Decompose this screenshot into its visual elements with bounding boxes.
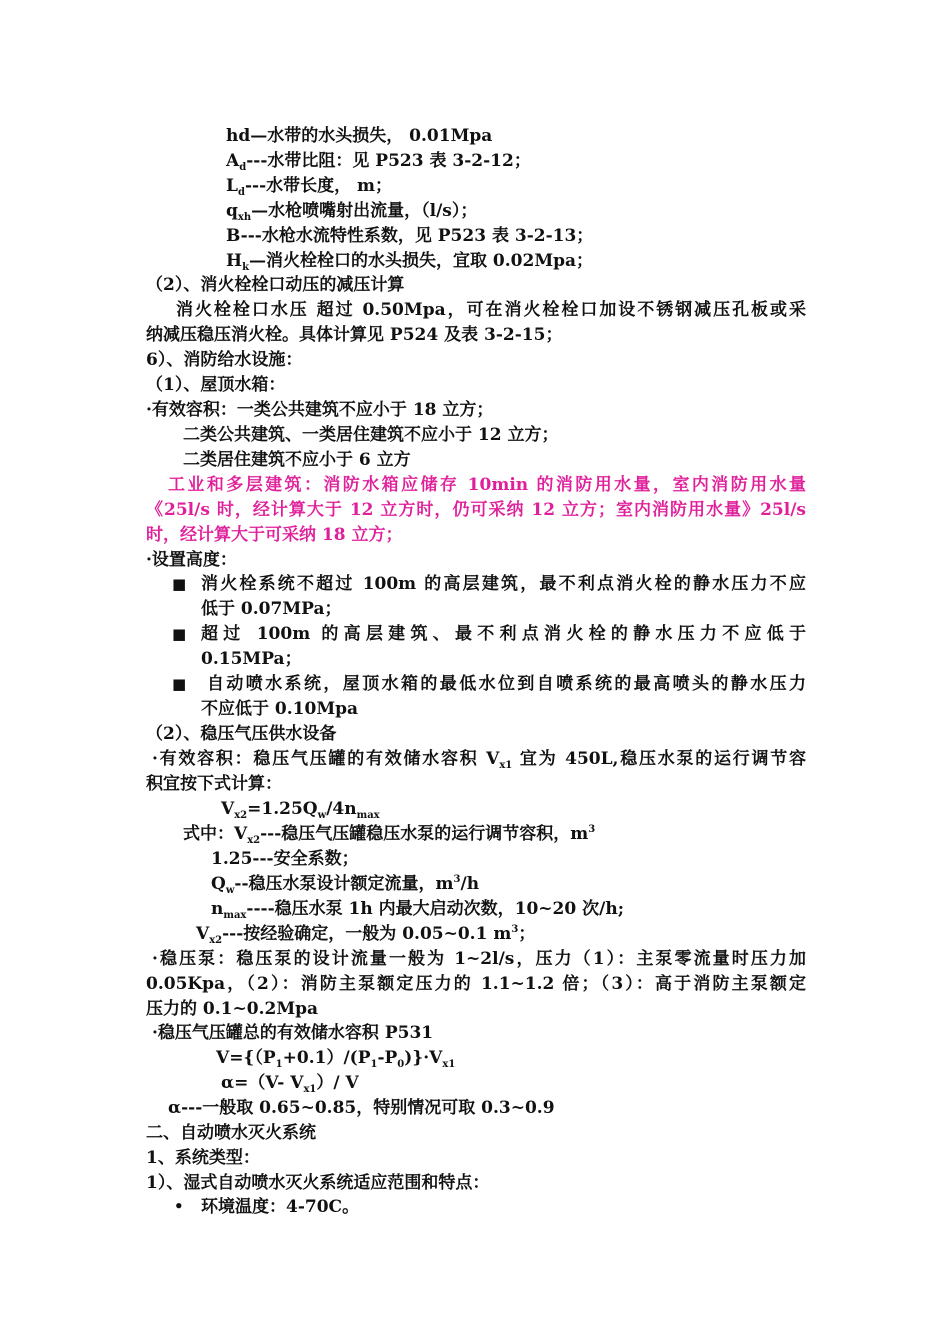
list-item: 环境温度：4-70C。 — [201, 1197, 360, 1217]
formula: α=（V- $V_{x1})/$ V — [221, 1073, 359, 1095]
where-line: $n_{max}----$稳压水泵 1h 内最大启动次数，10~20 次/h; — [211, 899, 624, 921]
paragraph-line: ·稳压泵：稳压泵的设计流量一般为 1~2l/s，压力（1）：主泵零流量时压力加 — [152, 949, 806, 969]
list-item-cont: 0.15MPa； — [201, 649, 302, 669]
square-bullet-icon: ■ — [172, 625, 187, 643]
subsection-heading: （2）、稳压气压供水设备 — [146, 724, 337, 744]
paragraph-line: 纳减压稳压消火栓。具体计算见 P524 及表 3-2-15； — [146, 325, 563, 345]
alpha-line: α---一般取 0.65~0.85，特别情况可取 0.3~0.9 — [168, 1098, 555, 1118]
highlight-line: 工业和多层建筑：消防水箱应储存 10min 的消防用水量，室内消防用水量 — [168, 475, 806, 495]
square-bullet-icon: ■ — [172, 675, 187, 693]
highlight-line: 《25l/s 时，经计算大于 12 立方时，仍可采纳 12 立方；室内消防用水量》25l/s — [146, 500, 806, 520]
paragraph-line: 积宜按下式计算： — [146, 774, 282, 794]
section-6-heading: 6）、消防给水设施： — [146, 350, 303, 370]
volume-line: 二类居住建筑不应小于 6 立方 — [183, 450, 411, 470]
b-line: B---水枪水流特性系数，见 P523 表 3-2-13； — [226, 226, 594, 246]
where-line: $Q_w--$稳压水泵设计额定流量，$m^3/h$ — [211, 874, 480, 896]
paragraph-line: 消火栓栓口水压 超过 0.50Mpa，可在消火栓栓口加设不锈钢减压孔板或采 — [176, 300, 806, 320]
chapter-heading: 二、自动喷水灭火系统 — [146, 1123, 316, 1143]
section-heading: 1）、湿式自动喷水灭火系统适应范围和特点： — [146, 1173, 490, 1193]
paragraph-line: ·有效容积：稳压气压罐的有效储水容积 $V_{x1}$ 宜为 450L,稳压水泵的运行调节容 — [152, 749, 806, 771]
dot-bullet-icon: • — [174, 1197, 184, 1215]
section-2-heading: （2）、消火栓栓口动压的减压计算 — [146, 275, 405, 295]
list-item-cont: 不应低于 0.10Mpa — [201, 699, 359, 719]
height-heading: ·设置高度： — [146, 550, 237, 570]
subsection-heading: （1）、屋顶水箱： — [146, 375, 286, 395]
formula: $V=\{(P_1+0.1)/(P_1-P_0)\}\cdot V_{x1}$ — [216, 1048, 456, 1070]
list-item-cont: 低于 0.07MPa； — [201, 599, 342, 619]
where-line: 1.25---安全系数； — [211, 849, 359, 869]
highlight-line: 时，经计算大于可采纳 18 立方； — [146, 525, 403, 545]
tank-volume-line: ·稳压气压罐总的有效储水容积 P531 — [152, 1023, 434, 1043]
square-bullet-icon: ■ — [172, 575, 187, 593]
hd-line: hd—水带的水头损失， 0.01Mpa — [226, 126, 493, 146]
where-line: $V_{x2}---$按经验确定，一般为 0.05~0.1 $m^3$； — [196, 924, 536, 946]
list-item: 消火栓系统不超过 100m 的高层建筑，最不利点消火栓的静水压力不应 — [201, 574, 806, 594]
section-heading: 1、系统类型： — [146, 1148, 260, 1168]
paragraph-line: 压力的 0.1~0.2Mpa — [146, 999, 319, 1019]
paragraph-line: 0.05Kpa，（2）：消防主泵额定压力的 1.1~1.2 倍；（3）：高于消防主泵额定 — [146, 974, 806, 994]
ad-line: $A_d---$水带比阻：见 P523 表 3-2-12； — [226, 151, 531, 173]
volume-line: 二类公共建筑、一类居住建筑不应小于 12 立方； — [183, 425, 559, 445]
ld-line: $L_d---$水带长度， m； — [226, 176, 393, 198]
hk-line: $H_k—$消火栓栓口的水头损失，宜取 0.02Mpa； — [226, 251, 594, 273]
list-item: 自动喷水系统，屋顶水箱的最低水位到自喷系统的最高喷头的静水压力 — [207, 674, 806, 694]
qxh-line: $q_{xh}—$水枪喷嘴射出流量，（l/s）； — [226, 201, 478, 223]
list-item: 超过 100m 的高层建筑、最不利点消火栓的静水压力不应低于 — [201, 624, 806, 644]
where-line: 式中：$V_{x2}---$稳压气压罐稳压水泵的运行调节容积，$m^3$ — [183, 824, 596, 846]
formula: $V_{x2}=1.25Q_w/4n_{max}$ — [221, 799, 380, 821]
volume-line: ·有效容积：一类公共建筑不应小于 18 立方； — [146, 400, 494, 420]
